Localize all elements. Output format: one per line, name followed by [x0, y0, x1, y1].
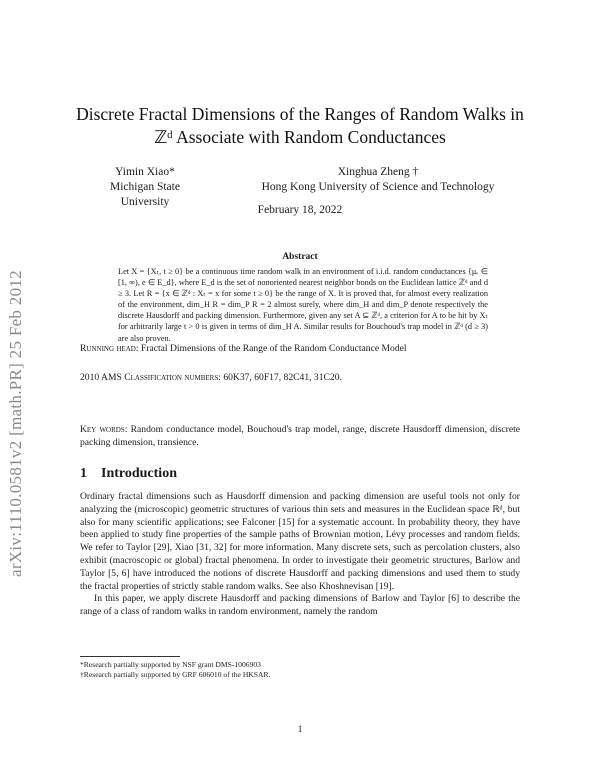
- section-title: Introduction: [101, 466, 177, 481]
- paragraph-2: In this paper, we apply discrete Hausdorff and packing dimensions of Barlow and Taylor [6] to describe the range of a class of random walks in random environment, namely the random: [80, 593, 520, 618]
- running-head-label: Running head:: [80, 343, 139, 354]
- footnote-rule: [80, 656, 180, 657]
- keywords-text: Random conductance model, Bouchoud's trap model, range, discrete Hausdorff dimension, discrete packing dimension, transience.: [80, 424, 521, 448]
- body-text: [80, 491, 520, 619]
- abstract-text: Let X = {Xₜ, t ≥ 0} be a continuous time random walk in an environment of i.i.d. random conductances {μₑ ∈ [1, ∞), e ∈ E_d}, where E_d is the set of nonoriented nearest neighbor bonds on the Euclidean lattice ℤᵈ and d ≥ 3. Let R = {x ∈ ℤᵈ : Xₜ = x for some t ≥ 0} be the range of X. It is proved that, for almost every realization of the environment, dim_H R = dim_P R = 2 almost surely, where dim_H and dim_P denote respectively the discrete Hausdorff and packing dimension. Furthermore, given any set A ⊆ ℤᵈ, a criterion for A to be hit by Xₜ for arbitrarily large t > 0 is given in terms of dim_H A. Similar results for Bouchoud's trap model in ℤᵈ (d ≥ 3) are also proven.: [118, 267, 488, 343]
- paragraph-1: Ordinary fractal dimensions such as Hausdorff dimension and packing dimension are useful tools not only for analyzing the (microscopic) geometric structures of various thin sets and measures in the Euclidean space ℝᵈ, but also for many scientific applications; see Falconer [15] for a systematic account. In probability theory, they have been applied to study fine properties of the sample paths of Brownian motion, Lévy processes and random fields. We refer to Taylor [29], Xiao [31, 32] for more information. Many discrete sets, such as percolation clusters, also exhibit (macroscopic or global) fractal phenomena. In order to investigate their geometric structures, Barlow and Taylor [5, 6] have introduced the notions of discrete Hausdorff and packing dimensions and used them to study the fractal properties of strictly stable random walks. See also Khoshnevisan [19].: [80, 491, 520, 592]
- abstract-heading: Abstract: [282, 252, 318, 262]
- running-head: [80, 343, 520, 356]
- footnote-2: †Research partially supported by GRF 606010 of the HKSAR.: [80, 670, 271, 680]
- ams-classification: [80, 372, 520, 385]
- arxiv-id: arXiv:1110.0581v2 [math.PR] 25 Feb 2012: [6, 270, 25, 577]
- page-number: 1: [297, 724, 303, 735]
- title-line-2: ℤᵈ Associate with Random Conductances: [154, 127, 446, 147]
- title-line-1: Discrete Fractal Dimensions of the Ranges of Random Walks in: [76, 104, 524, 124]
- running-head-text: Fractal Dimensions of the Range of the Random Conductance Model: [140, 343, 407, 354]
- arxiv-stamp: [6, 182, 32, 582]
- author-2: [242, 165, 514, 195]
- paper-date: February 18, 2022: [257, 204, 343, 216]
- author-1-name: Yimin Xiao*: [115, 166, 175, 178]
- footnotes: [80, 660, 520, 680]
- paper-title: [60, 103, 540, 149]
- ams-label: 2010 AMS Classification numbers:: [80, 372, 221, 383]
- author-2-affiliation: Hong Kong University of Science and Technology: [261, 181, 495, 193]
- keywords-label: Key words:: [80, 424, 128, 435]
- ams-text: 60K37, 60F17, 82C41, 31C20.: [223, 372, 342, 383]
- footnote-1: *Research partially supported by NSF grant DMS-1006903: [80, 660, 261, 669]
- section-heading: [80, 466, 177, 482]
- keywords: [80, 424, 520, 449]
- author-2-name: Xinghua Zheng †: [337, 166, 419, 178]
- author-1-affiliation: Michigan State University: [110, 181, 180, 208]
- section-number: 1: [80, 466, 87, 481]
